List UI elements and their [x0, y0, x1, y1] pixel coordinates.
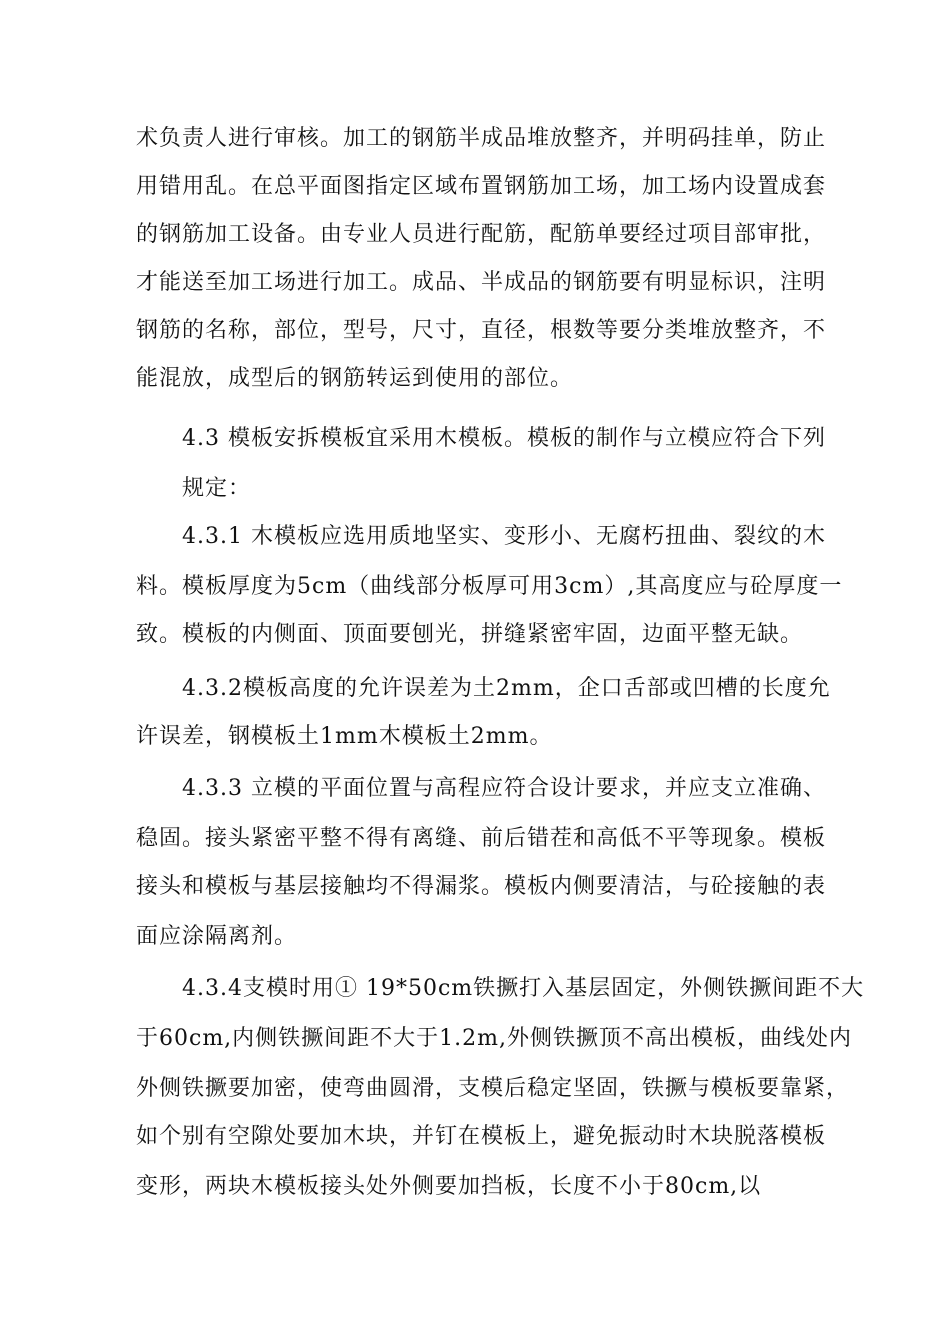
text-line: 钢筋的名称，部位，型号，尺寸，直径，根数等要分类堆放整齐，不: [136, 318, 827, 343]
clause-4-3-2: 4.3.2模板高度的允许误差为土2mm，企口舌部或凹槽的长度允: [182, 676, 831, 701]
text-line: 稳固。接头紧密平整不得有离缝、前后错茬和高低不平等现象。模板: [136, 826, 827, 851]
text-line: 变形，两块木模板接头处外侧要加挡板，长度不小于80cm,以: [136, 1174, 762, 1199]
text-line: 接头和模板与基层接触均不得漏浆。模板内侧要清洁，与砼接触的表: [136, 874, 827, 899]
text-line: 外侧铁撅要加密，使弯曲圆滑，支模后稳定坚固，铁撅与模板要靠紧，: [136, 1076, 850, 1101]
text-line: 致。模板的内侧面、顶面要刨光，拼缝紧密牢固，边面平整无缺。: [136, 622, 804, 647]
text-line: 如个别有空隙处要加木块，并钉在模板上，避免振动时木块脱落模板: [136, 1124, 827, 1149]
clause-4-3-1: 4.3.1 木模板应选用质地坚实、变形小、无腐朽扭曲、裂纹的木: [182, 524, 826, 549]
text-line: 能混放，成型后的钢筋转运到使用的部位。: [136, 366, 574, 391]
text-line: 面应涂隔离剂。: [136, 924, 298, 949]
text-line: 用错用乱。在总平面图指定区域布置钢筋加工场，加工场内设置成套: [136, 174, 827, 199]
text-line: 才能送至加工场进行加工。成品、半成品的钢筋要有明显标识，注明: [136, 270, 827, 295]
clause-4-3-3: 4.3.3 立模的平面位置与高程应符合设计要求，并应支立准确、: [182, 776, 826, 801]
text-line: 料。模板厚度为5cm（曲线部分板厚可用3cm）,其高度应与砼厚度一: [136, 574, 843, 599]
text-line: 术负责人进行审核。加工的钢筋半成品堆放整齐，并明码挂单，防止: [136, 126, 827, 151]
text-line: 于60cm,内侧铁撅间距不大于1.2m,外侧铁撅顶不高出模板，曲线处内: [136, 1026, 853, 1051]
text-line: 规定：: [182, 476, 252, 501]
text-line: 的钢筋加工设备。由专业人员进行配筋，配筋单要经过项目部审批，: [136, 222, 827, 247]
section-heading-4-3: 4.3 模板安拆模板宜采用木模板。模板的制作与立模应符合下列: [182, 426, 826, 451]
clause-4-3-4: 4.3.4支模时用① 19*50cm铁撅打入基层固定，外侧铁撅间距不大: [182, 976, 865, 1001]
text-line: 许误差，钢模板土1mm木模板土2mm。: [136, 724, 553, 749]
